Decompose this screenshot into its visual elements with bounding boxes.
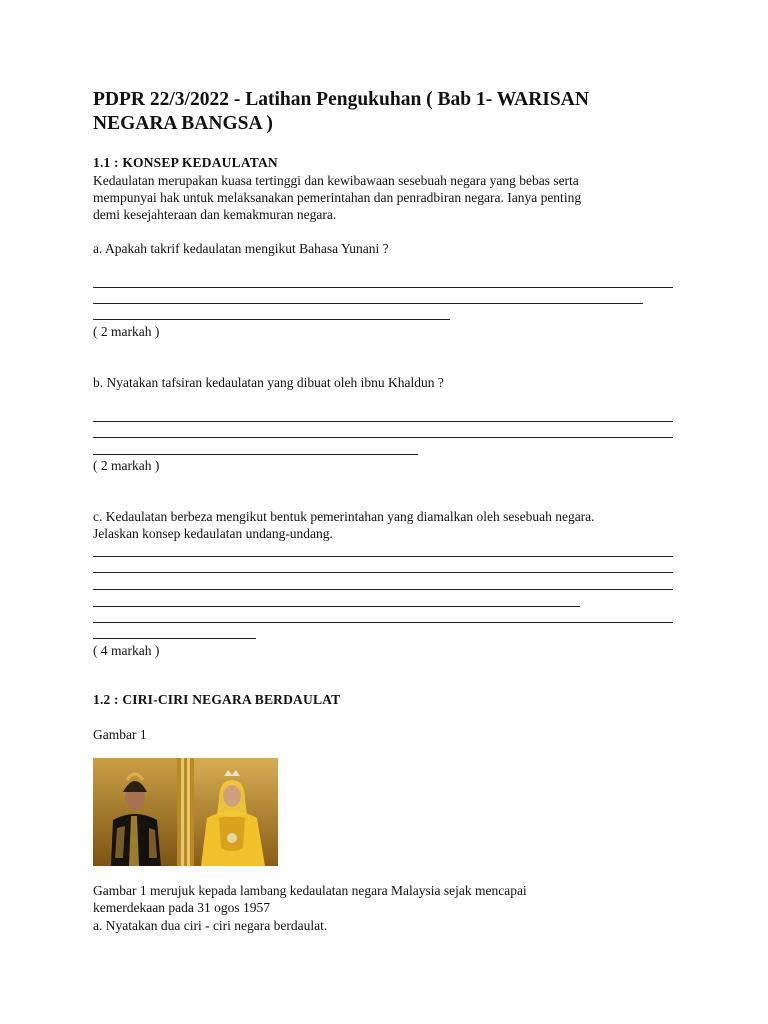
marks-label: ( 2 markah ) (93, 458, 160, 473)
page-title: PDPR 22/3/2022 - Latihan Pengukuhan ( Bab 1- WARISAN NEGARA BANGSA ) (93, 89, 589, 134)
question-a: a. Apakah takrif kedaulatan mengikut Bahasa Yunani ? (93, 241, 389, 256)
answer-line[interactable] (93, 622, 673, 623)
question-c (93, 508, 595, 542)
question-c-line: Jelaskan konsep kedaulatan undang-undang. (93, 526, 333, 541)
intro-line: demi kesejahteraan dan kemakmuran negara. (93, 207, 337, 222)
intro-line: mempunyai hak untuk melaksanakan pemerintahan dan penradbiran negara. Ianya penting (93, 190, 582, 205)
answer-line[interactable] (93, 572, 673, 573)
figure-label: Gambar 1 (93, 727, 147, 742)
marks-label: ( 2 markah ) (93, 324, 160, 339)
answer-line[interactable] (93, 319, 450, 320)
section-heading-ciri-ciri: 1.2 : CIRI-CIRI NEGARA BERDAULAT (93, 692, 341, 707)
intro-line: Kedaulatan merupakan kuasa tertinggi dan kewibawaan sesebuah negara yang bebas serta (93, 173, 579, 188)
section-heading-konsep-kedaulatan: 1.1 : KONSEP KEDAULATAN (93, 155, 278, 170)
marks-label: ( 4 markah ) (93, 643, 160, 658)
question-c-line: c. Kedaulatan berbeza mengikut bentuk pemerintahan yang diamalkan oleh sesebuah negara. (93, 509, 595, 524)
answer-line[interactable] (93, 556, 673, 557)
caption-line: kemerdekaan pada 31 ogos 1957 (93, 900, 270, 915)
answer-line[interactable] (93, 287, 673, 288)
question-2a: a. Nyatakan dua ciri - ciri negara berdaulat. (93, 918, 328, 933)
question-b: b. Nyatakan tafsiran kedaulatan yang dibuat oleh ibnu Khaldun ? (93, 375, 444, 390)
intro-paragraph (93, 172, 581, 223)
royal-portrait-image (93, 758, 278, 866)
answer-line[interactable] (93, 303, 643, 304)
figure-caption (93, 882, 527, 916)
answer-line[interactable] (93, 638, 256, 639)
answer-line[interactable] (93, 606, 580, 607)
answer-line[interactable] (93, 421, 673, 422)
answer-line[interactable] (93, 589, 673, 590)
answer-line[interactable] (93, 437, 673, 438)
royal-portrait-illustration (93, 758, 278, 866)
answer-line[interactable] (93, 454, 418, 455)
caption-line: Gambar 1 merujuk kepada lambang kedaulatan negara Malaysia sejak mencapai (93, 883, 527, 898)
